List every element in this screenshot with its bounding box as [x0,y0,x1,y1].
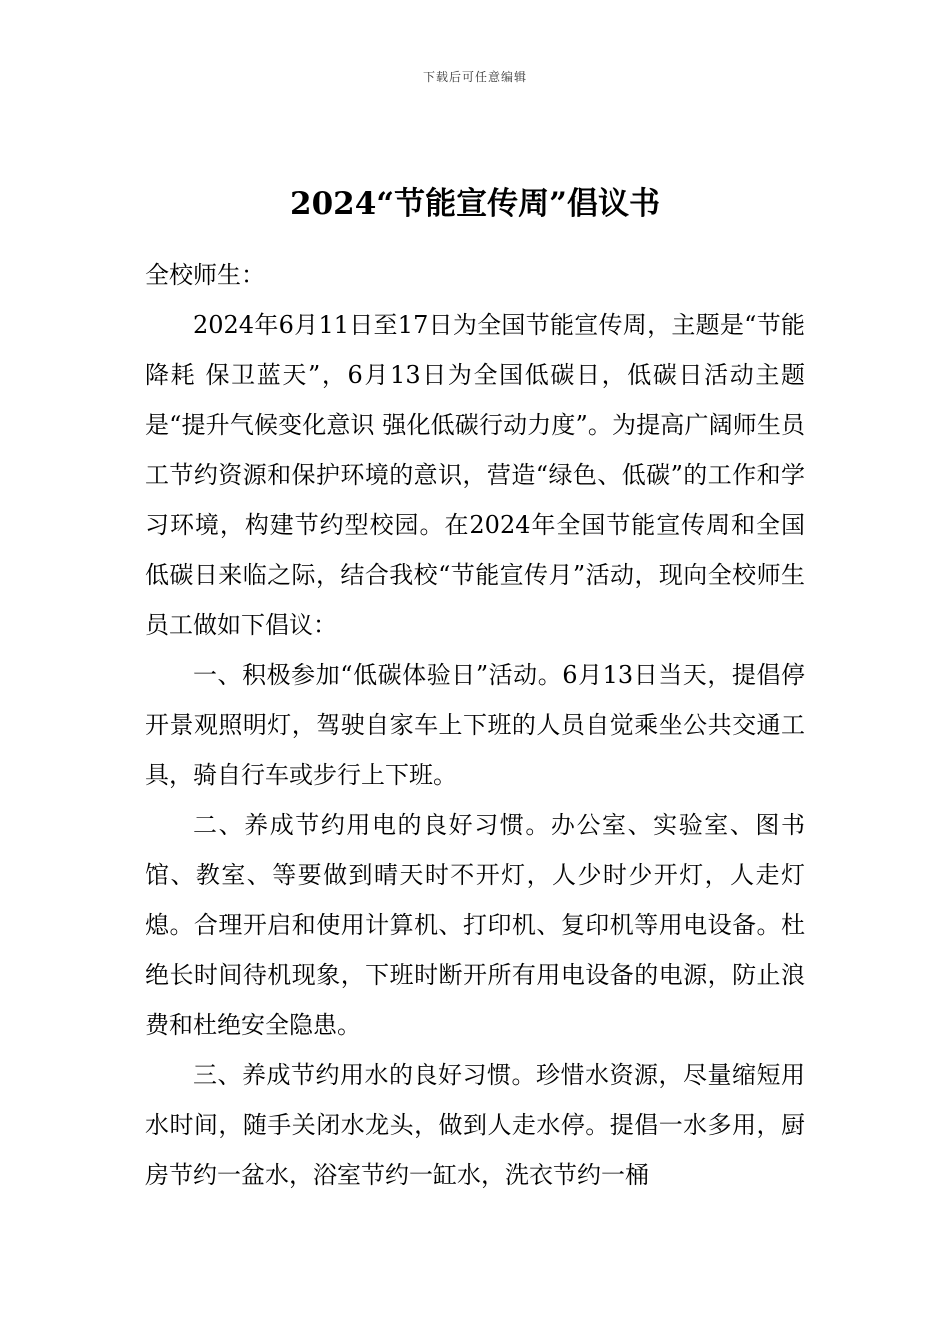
salutation: 全校师生： [145,261,265,289]
header-note: 下载后可任意编辑 [422,70,527,84]
document-title: 2024“节能宣传周”倡议书 [290,186,660,222]
paragraph-item-2: 二、养成节约用电的良好习惯。办公室、实验室、图书馆、教室、等要做到晴天时不开灯，人少时少开灯，人走灯熄。合理开启和使用计算机、打印机、复印机等用电设备。杜绝长时间待机现象，下班时断开所有用电设备的电源，防止浪费和杜绝安全隐患。 [145,811,805,1039]
document-body [145,250,805,1200]
paragraph-item-3: 三、养成节约用水的良好习惯。珍惜水资源，尽量缩短用水时间，随手关闭水龙头，做到人走水停。提倡一水多用，厨房节约一盆水，浴室节约一缸水，洗衣节约一桶 [145,1061,805,1189]
paragraph-item-1: 一、积极参加“低碳体验日”活动。6月13日当天，提倡停开景观照明灯，驾驶自家车上下班的人员自觉乘坐公共交通工具，骑自行车或步行上下班。 [145,661,805,789]
paragraph-intro: 2024年6月11日至17日为全国节能宣传周，主题是“节能降耗 保卫蓝天”，6月13日为全国低碳日，低碳日活动主题是“提升气候变化意识 强化低碳行动力度”。为提高广阔师生员工节约资源和保护环境的意识，营造“绿色、低碳”的工作和学习环境，构建节约型校园。在2024年全国节能宣传周和全国低碳日来临之际，结合我校“节能宣传月”活动，现向全校师生员工做如下倡议： [145,311,805,639]
